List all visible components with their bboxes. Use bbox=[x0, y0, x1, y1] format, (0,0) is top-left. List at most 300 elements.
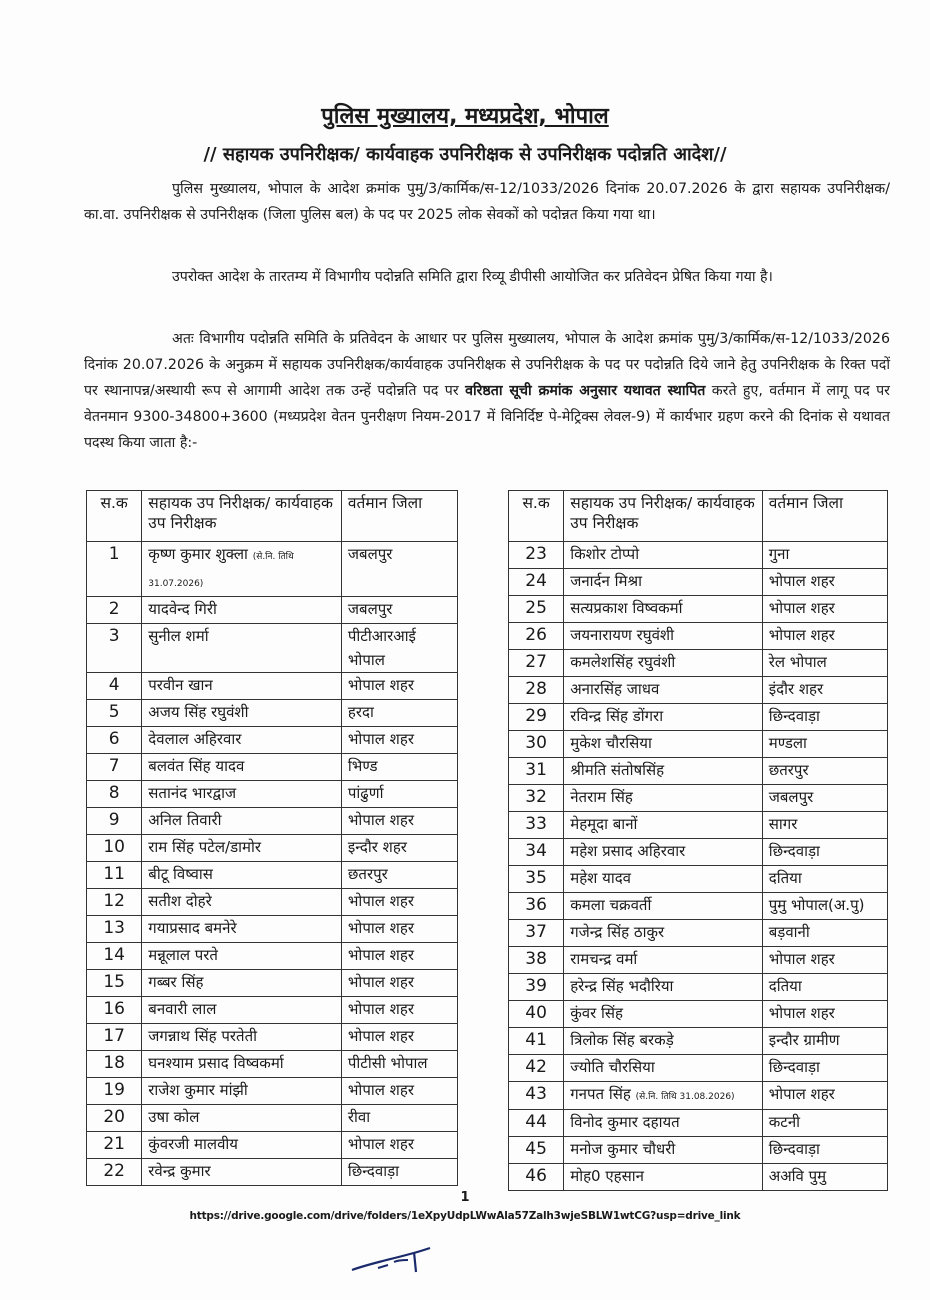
row-district bbox=[762, 1055, 887, 1082]
row-sno bbox=[87, 700, 142, 727]
paragraph-3 bbox=[84, 326, 890, 456]
row-district-text: भोपाल शहर bbox=[768, 1085, 835, 1103]
row-district bbox=[341, 970, 457, 997]
row-sno bbox=[509, 1137, 564, 1164]
row-name-text: रवेन्द्र कुमार bbox=[148, 1162, 211, 1180]
row-name-text: श्रीमति संतोषसिंह bbox=[570, 761, 665, 779]
row-name bbox=[142, 1132, 342, 1159]
row-district bbox=[341, 1105, 457, 1132]
row-name bbox=[564, 893, 763, 920]
row-name-text: बनवारी लाल bbox=[148, 1000, 217, 1018]
row-sno bbox=[509, 1110, 564, 1137]
row-sno-text: 13 bbox=[103, 918, 125, 938]
row-sno bbox=[87, 597, 142, 624]
row-sno bbox=[87, 808, 142, 835]
row-district bbox=[762, 731, 887, 758]
row-sno-text: 31 bbox=[525, 760, 547, 780]
row-sno bbox=[87, 997, 142, 1024]
row-sno bbox=[509, 596, 564, 623]
table-row bbox=[509, 1082, 888, 1110]
row-sno-text: 2 bbox=[108, 599, 120, 619]
row-name bbox=[564, 839, 763, 866]
row-sno-text: 38 bbox=[525, 949, 547, 969]
row-district-text: जबलपुर bbox=[347, 600, 393, 618]
row-sno-text: 19 bbox=[103, 1080, 125, 1100]
table-row bbox=[87, 1078, 458, 1105]
row-sno-text: 18 bbox=[103, 1053, 125, 1073]
row-name-text: किशोर टोप्पो bbox=[570, 545, 640, 563]
row-name bbox=[564, 542, 763, 569]
row-district-text: छिन्दवाड़ा bbox=[768, 842, 820, 860]
row-district bbox=[341, 1024, 457, 1051]
row-sno bbox=[87, 542, 142, 597]
row-name-text: राम सिंह पटेल/डामोर bbox=[148, 838, 261, 856]
row-name bbox=[142, 835, 342, 862]
row-name bbox=[564, 758, 763, 785]
table-row bbox=[509, 1001, 888, 1028]
table-row bbox=[509, 893, 888, 920]
row-name-text: मनोज कुमार चौधरी bbox=[570, 1140, 676, 1158]
row-district-text: दतिया bbox=[768, 869, 802, 887]
row-sno-text: 3 bbox=[108, 626, 120, 646]
row-sno-text: 7 bbox=[108, 756, 120, 776]
row-name bbox=[564, 1001, 763, 1028]
row-district-text: सागर bbox=[768, 815, 798, 833]
table-row bbox=[87, 889, 458, 916]
row-sno-text: 46 bbox=[525, 1166, 547, 1186]
row-sno bbox=[87, 673, 142, 700]
row-district bbox=[762, 1164, 887, 1191]
table-header-row bbox=[509, 491, 888, 542]
row-sno bbox=[509, 731, 564, 758]
row-name-text: महेश यादव bbox=[570, 869, 632, 887]
table-row bbox=[87, 916, 458, 943]
row-sno bbox=[87, 1078, 142, 1105]
row-sno-text: 22 bbox=[103, 1161, 125, 1181]
row-district bbox=[762, 947, 887, 974]
row-sno bbox=[87, 943, 142, 970]
row-sno-text: 26 bbox=[525, 625, 547, 645]
row-name bbox=[142, 889, 342, 916]
paragraph-3-bold: वरिष्ठता सूची क्रमांक अनुसार यथावत स्थापित bbox=[465, 383, 706, 399]
row-sno-text: 27 bbox=[525, 652, 547, 672]
table-row bbox=[87, 1105, 458, 1132]
table-row bbox=[509, 920, 888, 947]
row-district bbox=[762, 1137, 887, 1164]
row-name bbox=[142, 970, 342, 997]
paragraph-2 bbox=[84, 264, 890, 290]
row-sno-text: 21 bbox=[103, 1134, 125, 1154]
row-district-text: इन्दौर शहर bbox=[347, 838, 407, 856]
paragraph-1-text: पुलिस मुख्यालय, भोपाल के आदेश क्रमांक पुमु/3/कार्मिक/स-12/1033/2026 दिनांक 20.07.2026 के द्वारा सहायक उपनिरीक्षक/का.वा. उपनिरीक्षक से उपनिरीक्षक (जिला पुलिस बल) के पद पर 2025 लोक सेवकों को पदोन्नत किया गया था। bbox=[84, 181, 890, 223]
row-sno bbox=[87, 727, 142, 754]
table-row bbox=[509, 947, 888, 974]
row-sno bbox=[87, 1159, 142, 1186]
row-sno-text: 25 bbox=[525, 598, 547, 618]
table-row bbox=[509, 812, 888, 839]
row-sno-text: 5 bbox=[108, 702, 120, 722]
table-row bbox=[509, 974, 888, 1001]
row-sno-text: 8 bbox=[108, 783, 120, 803]
row-sno bbox=[509, 542, 564, 569]
row-name-text: रामचन्द्र वर्मा bbox=[570, 950, 638, 968]
row-name-text: कृष्ण कुमार शुक्ला bbox=[148, 545, 248, 563]
row-name-text: घनश्याम प्रसाद विष्वकर्मा bbox=[148, 1054, 284, 1072]
paragraph-1 bbox=[84, 176, 890, 228]
row-name-text: गनपत सिंह bbox=[570, 1085, 631, 1103]
document-subtitle: // सहायक उपनिरीक्षक/ कार्यवाहक उपनिरीक्षक से उपनिरीक्षक पदोन्नति आदेश// bbox=[203, 144, 727, 165]
row-sno bbox=[87, 781, 142, 808]
row-district-text: गुना bbox=[768, 545, 790, 563]
row-name-text: अनिल तिवारी bbox=[148, 811, 222, 829]
row-district bbox=[341, 624, 457, 673]
row-name bbox=[142, 997, 342, 1024]
row-sno-text: 24 bbox=[525, 571, 547, 591]
row-name bbox=[564, 704, 763, 731]
table-row bbox=[509, 542, 888, 569]
row-district bbox=[341, 943, 457, 970]
row-sno bbox=[87, 1024, 142, 1051]
row-name-text: मुकेश चौरसिया bbox=[570, 734, 652, 752]
table-row bbox=[509, 758, 888, 785]
row-district-text: भोपाल शहर bbox=[347, 730, 414, 748]
row-name bbox=[142, 862, 342, 889]
row-name-text: मन्नूलाल परते bbox=[148, 946, 218, 964]
row-sno-text: 20 bbox=[103, 1107, 125, 1127]
row-sno-text: 12 bbox=[103, 891, 125, 911]
row-sno bbox=[87, 1105, 142, 1132]
row-sno-text: 30 bbox=[525, 733, 547, 753]
row-district-text: छिन्दवाड़ा bbox=[768, 1058, 820, 1076]
row-district-text: भोपाल शहर bbox=[347, 676, 414, 694]
row-name bbox=[564, 1110, 763, 1137]
row-sno bbox=[509, 1028, 564, 1055]
row-sno bbox=[509, 623, 564, 650]
row-district bbox=[762, 623, 887, 650]
row-district bbox=[341, 1078, 457, 1105]
row-name bbox=[564, 866, 763, 893]
row-name bbox=[142, 597, 342, 624]
row-sno-text: 16 bbox=[103, 999, 125, 1019]
table-row bbox=[87, 1051, 458, 1078]
row-sno-text: 29 bbox=[525, 706, 547, 726]
table-row bbox=[87, 1132, 458, 1159]
row-sno-text: 44 bbox=[525, 1112, 547, 1132]
row-sno bbox=[509, 947, 564, 974]
row-district bbox=[762, 893, 887, 920]
row-district bbox=[341, 916, 457, 943]
table-row bbox=[509, 1164, 888, 1191]
row-sno-text: 42 bbox=[525, 1057, 547, 1077]
retirement-note: (से.नि. तिथि 31.08.2026) bbox=[635, 1092, 735, 1102]
signature-mark bbox=[348, 1238, 438, 1278]
table-row bbox=[509, 596, 888, 623]
row-name-text: मोह0 एहसान bbox=[570, 1167, 644, 1185]
roster-body-right bbox=[509, 542, 888, 1191]
row-district-text: पीटीआरआई भोपाल bbox=[347, 627, 416, 669]
row-district bbox=[341, 889, 457, 916]
row-name bbox=[142, 1024, 342, 1051]
row-sno-text: 4 bbox=[108, 675, 120, 695]
table-row bbox=[509, 650, 888, 677]
row-sno-text: 39 bbox=[525, 976, 547, 996]
header-district: वर्तमान जिला bbox=[341, 491, 457, 542]
row-district bbox=[762, 758, 887, 785]
row-name-text: अजय सिंह रघुवंशी bbox=[148, 703, 249, 721]
table-header-row bbox=[87, 491, 458, 542]
row-name bbox=[564, 1082, 763, 1110]
table-row bbox=[509, 704, 888, 731]
row-district-text: रीवा bbox=[347, 1108, 371, 1126]
row-district bbox=[762, 596, 887, 623]
row-name bbox=[564, 677, 763, 704]
row-sno bbox=[87, 1051, 142, 1078]
row-district-text: भोपाल शहर bbox=[768, 626, 835, 644]
row-district-text: छिन्दवाड़ा bbox=[768, 707, 820, 725]
row-name bbox=[142, 727, 342, 754]
row-sno bbox=[87, 916, 142, 943]
table-row bbox=[87, 542, 458, 597]
row-district-text: रेल भोपाल bbox=[768, 653, 827, 671]
row-sno-text: 34 bbox=[525, 841, 547, 861]
row-sno bbox=[509, 677, 564, 704]
row-district bbox=[341, 997, 457, 1024]
roster-table-left bbox=[86, 490, 458, 1186]
row-name-text: जयनारायण रघुवंशी bbox=[570, 626, 675, 644]
row-sno bbox=[509, 812, 564, 839]
row-district-text: छिन्दवाड़ा bbox=[768, 1140, 820, 1158]
header-sno: स.क bbox=[509, 491, 564, 542]
row-district bbox=[341, 754, 457, 781]
row-name-text: मेहमूदा बानों bbox=[570, 815, 638, 833]
row-name bbox=[564, 1164, 763, 1191]
table-row bbox=[509, 677, 888, 704]
row-sno-text: 45 bbox=[525, 1139, 547, 1159]
row-district bbox=[762, 650, 887, 677]
header-name: सहायक उप निरीक्षक/ कार्यवाहक उप निरीक्षक bbox=[142, 491, 342, 542]
row-district bbox=[341, 1132, 457, 1159]
drive-link[interactable]: https://drive.google.com/drive/folders/1eXpyUdpLWwAla57Zalh3wjeSBLW1wtCG?usp=drive_link bbox=[189, 1210, 741, 1222]
table-row bbox=[87, 943, 458, 970]
row-district-text: भोपाल शहर bbox=[347, 1081, 414, 1099]
row-name bbox=[564, 785, 763, 812]
table-row bbox=[87, 970, 458, 997]
row-sno bbox=[509, 1082, 564, 1110]
row-district bbox=[341, 862, 457, 889]
row-district bbox=[762, 812, 887, 839]
row-district-text: बड़वानी bbox=[768, 923, 810, 941]
row-name bbox=[564, 569, 763, 596]
row-name-text: विनोद कुमार दहायत bbox=[570, 1113, 680, 1131]
row-district bbox=[341, 1159, 457, 1186]
row-district-text: भोपाल शहर bbox=[768, 599, 835, 617]
table-row bbox=[87, 835, 458, 862]
row-district-text: भिण्ड bbox=[347, 757, 378, 775]
row-name-text: कुंवरजी मालवीय bbox=[148, 1135, 238, 1153]
row-district-text: कटनी bbox=[768, 1113, 801, 1131]
table-row bbox=[87, 624, 458, 673]
row-district-text: दतिया bbox=[768, 977, 802, 995]
row-district-text: जबलपुर bbox=[347, 545, 393, 563]
row-name-text: जनार्दन मिश्रा bbox=[570, 572, 642, 590]
row-name bbox=[142, 781, 342, 808]
row-district bbox=[341, 673, 457, 700]
row-name-text: उषा कोल bbox=[148, 1108, 200, 1126]
row-sno bbox=[87, 1132, 142, 1159]
row-name bbox=[142, 1078, 342, 1105]
row-name-text: नेतराम सिंह bbox=[570, 788, 633, 806]
row-district bbox=[762, 542, 887, 569]
row-sno-text: 1 bbox=[108, 544, 120, 564]
row-district bbox=[341, 597, 457, 624]
row-name bbox=[142, 624, 342, 673]
row-name-text: गजेन्द्र सिंह ठाकुर bbox=[570, 923, 665, 941]
row-district-text: भोपाल शहर bbox=[347, 1135, 414, 1153]
row-district bbox=[762, 920, 887, 947]
row-name-text: सतानंद भारद्वाज bbox=[148, 784, 237, 802]
row-name-text: त्रिलोक सिंह बरकड़े bbox=[570, 1031, 674, 1049]
roster-table-right bbox=[508, 490, 888, 1191]
row-name bbox=[564, 1028, 763, 1055]
retirement-note: (से.नि. तिथि 31.07.2026) bbox=[148, 552, 294, 589]
row-sno bbox=[509, 1164, 564, 1191]
table-row bbox=[509, 731, 888, 758]
row-district bbox=[762, 785, 887, 812]
row-district bbox=[341, 781, 457, 808]
row-sno-text: 36 bbox=[525, 895, 547, 915]
row-district-text: भोपाल शहर bbox=[768, 572, 835, 590]
row-sno-text: 37 bbox=[525, 922, 547, 942]
table-row bbox=[87, 727, 458, 754]
row-name bbox=[142, 754, 342, 781]
row-district-text: छतरपुर bbox=[768, 761, 809, 779]
row-district-text: पीटीसी भोपाल bbox=[347, 1054, 428, 1072]
row-sno-text: 32 bbox=[525, 787, 547, 807]
row-name-text: जगन्नाथ सिंह परतेती bbox=[148, 1027, 258, 1045]
row-sno bbox=[509, 866, 564, 893]
row-name-text: महेश प्रसाद अहिरवार bbox=[570, 842, 686, 860]
row-name bbox=[142, 916, 342, 943]
row-district bbox=[762, 1028, 887, 1055]
row-district bbox=[341, 700, 457, 727]
row-district bbox=[762, 704, 887, 731]
row-name bbox=[564, 1137, 763, 1164]
row-district-text: भोपाल शहर bbox=[768, 950, 835, 968]
header-district: वर्तमान जिला bbox=[762, 491, 887, 542]
row-name-text: बलवंत सिंह यादव bbox=[148, 757, 245, 775]
table-row bbox=[87, 1159, 458, 1186]
row-district-text: भोपाल शहर bbox=[347, 1000, 414, 1018]
row-district bbox=[762, 569, 887, 596]
row-sno-text: 23 bbox=[525, 544, 547, 564]
row-district bbox=[341, 542, 457, 597]
row-district-text: छतरपुर bbox=[347, 865, 388, 883]
table-row bbox=[509, 623, 888, 650]
row-name bbox=[142, 542, 342, 597]
row-sno bbox=[509, 893, 564, 920]
table-row bbox=[509, 785, 888, 812]
table-row bbox=[509, 1137, 888, 1164]
row-sno bbox=[87, 835, 142, 862]
row-district-text: अअवि पुमु bbox=[768, 1167, 827, 1185]
row-name-text: हरेन्द्र सिंह भदौरिया bbox=[570, 977, 674, 995]
roster-body-left bbox=[87, 542, 458, 1186]
row-sno-text: 35 bbox=[525, 868, 547, 888]
row-district bbox=[341, 808, 457, 835]
row-name-text: देवलाल अहिरवार bbox=[148, 730, 242, 748]
row-sno-text: 28 bbox=[525, 679, 547, 699]
row-sno bbox=[87, 970, 142, 997]
row-sno bbox=[87, 624, 142, 673]
row-name bbox=[142, 808, 342, 835]
row-district-text: इन्दौर ग्रामीण bbox=[768, 1031, 840, 1049]
row-name-text: राजेश कुमार मांझी bbox=[148, 1081, 248, 1099]
row-sno-text: 14 bbox=[103, 945, 125, 965]
row-district-text: भोपाल शहर bbox=[347, 946, 414, 964]
row-sno bbox=[509, 1001, 564, 1028]
row-sno bbox=[509, 920, 564, 947]
row-name bbox=[142, 1051, 342, 1078]
table-row bbox=[87, 700, 458, 727]
row-name bbox=[142, 700, 342, 727]
row-sno bbox=[509, 839, 564, 866]
row-sno bbox=[509, 650, 564, 677]
table-row bbox=[87, 808, 458, 835]
row-sno-text: 15 bbox=[103, 972, 125, 992]
row-sno-text: 10 bbox=[103, 837, 125, 857]
row-sno bbox=[87, 862, 142, 889]
row-sno-text: 9 bbox=[108, 810, 120, 830]
row-name bbox=[142, 673, 342, 700]
table-row bbox=[87, 754, 458, 781]
row-name bbox=[564, 731, 763, 758]
row-name-text: गब्बर सिंह bbox=[148, 973, 204, 991]
table-row bbox=[87, 673, 458, 700]
row-sno bbox=[87, 754, 142, 781]
row-district bbox=[341, 835, 457, 862]
row-district-text: भोपाल शहर bbox=[347, 1027, 414, 1045]
header-name: सहायक उप निरीक्षक/ कार्यवाहक उप निरीक्षक bbox=[564, 491, 763, 542]
row-name-text: परवीन खान bbox=[148, 676, 213, 694]
row-name-text: ज्योति चौरसिया bbox=[570, 1058, 655, 1076]
table-row bbox=[87, 997, 458, 1024]
row-sno-text: 41 bbox=[525, 1030, 547, 1050]
table-row bbox=[509, 569, 888, 596]
row-district-text: छिन्दवाड़ा bbox=[347, 1162, 400, 1180]
paragraph-3-text-b: करते हुए, वर्तमान में लागू पद पर वेतनमान 9300-34800+3600 (मध्यप्रदेश वेतन पुनरीक्षण नियम-2017 में विनिर्दिष्ट पे-मेट्रिक्स लेवल-9) में कार्यभार ग्रहण करने की दिनांक से यथावत पदस्थ किया जाता है:- bbox=[84, 383, 890, 451]
table-row bbox=[87, 597, 458, 624]
row-name-text: यादवेन्द गिरी bbox=[148, 600, 217, 618]
row-sno bbox=[509, 1055, 564, 1082]
row-district-text: पांढुर्णा bbox=[347, 784, 384, 802]
row-name-text: रविन्द्र सिंह डोंगरा bbox=[570, 707, 664, 725]
table-row bbox=[87, 1024, 458, 1051]
row-sno-text: 17 bbox=[103, 1026, 125, 1046]
table-row bbox=[87, 781, 458, 808]
row-district-text: मण्डला bbox=[768, 734, 807, 752]
row-name-text: गयाप्रसाद बमनेरे bbox=[148, 919, 237, 937]
table-row bbox=[509, 839, 888, 866]
row-district-text: भोपाल शहर bbox=[347, 919, 414, 937]
row-name bbox=[564, 974, 763, 1001]
row-district bbox=[762, 1110, 887, 1137]
row-sno-text: 40 bbox=[525, 1003, 547, 1023]
row-name bbox=[142, 1105, 342, 1132]
row-name bbox=[564, 1055, 763, 1082]
row-name-text: कमलेशसिंह रघुवंशी bbox=[570, 653, 676, 671]
row-name-text: अनारसिंह जाधव bbox=[570, 680, 660, 698]
row-sno bbox=[509, 974, 564, 1001]
